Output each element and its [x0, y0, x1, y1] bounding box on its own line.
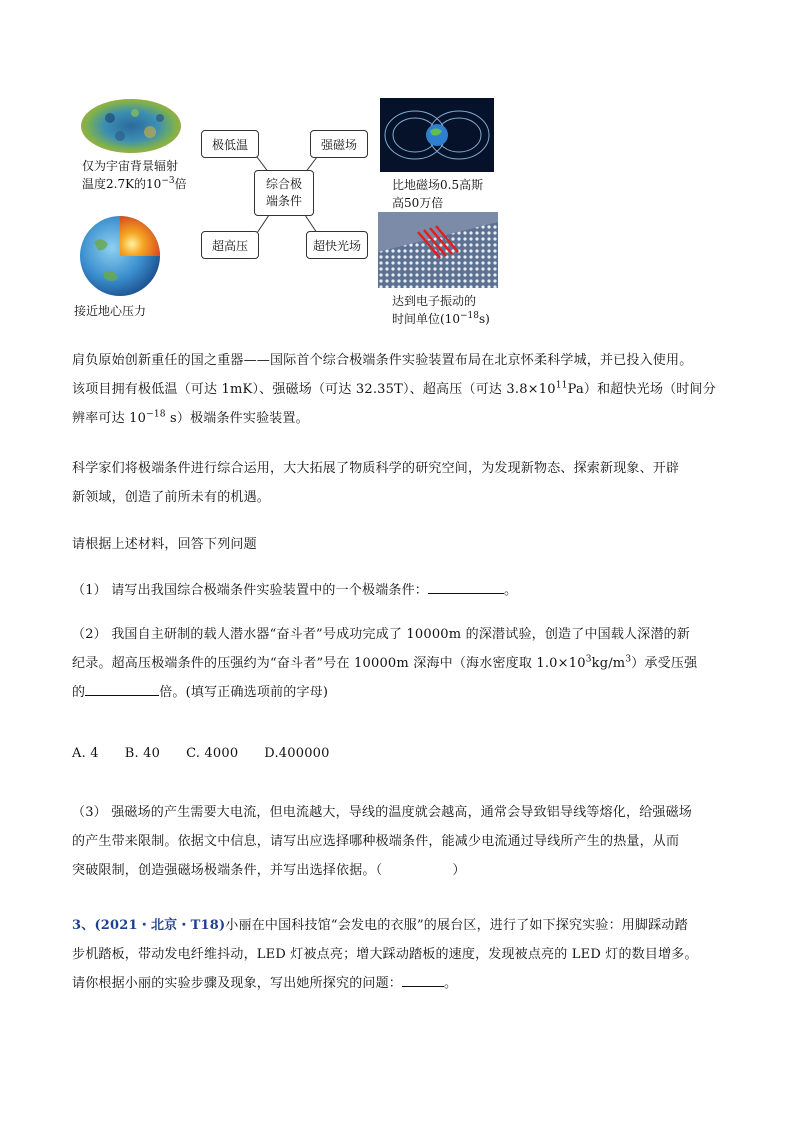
question-3: （3） 强磁场的产生需要大电流，但电流越大，导线的温度就会越高，通常会导致铝导线等熔化，给强磁场 的产生带来限制。依据文中信息，请写出应选择哪种极端条件，能减少电流通过导线所产生的热量，从而 突破限制，创造强磁场极端条件，并写出选择依据。（ ） — [72, 805, 693, 878]
intro-paragraph: 肩负原始创新重任的国之重器——国际首个综合极端条件实验装置布局在北京怀柔科学城，并已投入使用。 该项目拥有极低温（可达 1mK）、强磁场（可达 32.35T）、超高压（可达 $3.8\times 10^{11}Pa$）和超快光场（时间分 辨率可达 $10^{-18}$ s）极端条件实验装置。 — [72, 353, 716, 426]
magnetic-field-image — [380, 98, 494, 172]
earth-caption: 接近地心压力 — [74, 304, 147, 318]
question-2-options: A. 4 B. 40 C. 4000 D.400000 — [72, 746, 330, 761]
answer-blank-problem-3[interactable] — [402, 972, 444, 987]
answer-blank-q2[interactable] — [85, 681, 159, 696]
ultrafast-laser-image — [378, 212, 498, 288]
box-ultrafast-light-field: 超快光场 — [306, 231, 368, 259]
question-1: （1） 请写出我国综合极端条件实验装置中的一个极端条件： 。 — [72, 576, 742, 605]
question-prompt: 请根据上述材料，回答下列问题 — [72, 537, 257, 552]
problem-3: 3、(2021・北京・T18)小丽在中国科技馆“会发电的衣服”的展台区，进行了如下探究实验：用脚踩动踏 步机踏板，带动发电纤维抖动，LED 灯被点亮；增大踩动踏板的速度，发现被点亮的 LED 灯的数目增多。 请你根据小丽的实验步骤及现象，写出她所探究的问题： 。 — [72, 918, 698, 991]
box-ultra-high-pressure: 超高压 — [201, 231, 259, 259]
magnet-caption: 比地磁场0.5高斯 高50万倍 — [392, 178, 484, 210]
box-strong-magnetic-field: 强磁场 — [310, 130, 368, 158]
box-comprehensive-extreme-conditions: 综合极 端条件 — [254, 170, 314, 216]
earth-cutaway-image — [74, 212, 166, 298]
cmb-map-image — [80, 98, 182, 154]
application-paragraph: 科学家们将极端条件进行综合运用，大大拓展了物质科学的研究空间，为发现新物态、探索新现象、开辟 新领域，创造了前所未有的机遇。 — [72, 461, 680, 505]
box-low-temperature: 极低温 — [201, 130, 259, 158]
problem-3-source-tag: 3、(2021・北京・T18) — [72, 918, 226, 933]
answer-blank-q1[interactable] — [428, 579, 504, 594]
laser-caption: 达到电子振动的 时间单位$(10^{-18}s)$ — [392, 294, 490, 326]
question-2: （2） 我国自主研制的载人潜水器“奋斗者”号成功完成了 10000m 的深潜试验，创造了中国载人深潜的新 纪录。超高压极端条件的压强约为“奋斗者”号在 10000m 深海中（海水密度取 $1.0\times 10^3kg/m^3$）承受压强 的 倍。(填写正确选项前的字母) — [72, 627, 698, 700]
cmb-caption: 仅为宇宙背景辐射 温度2.7K的$10^{-3}$倍 — [82, 159, 187, 191]
